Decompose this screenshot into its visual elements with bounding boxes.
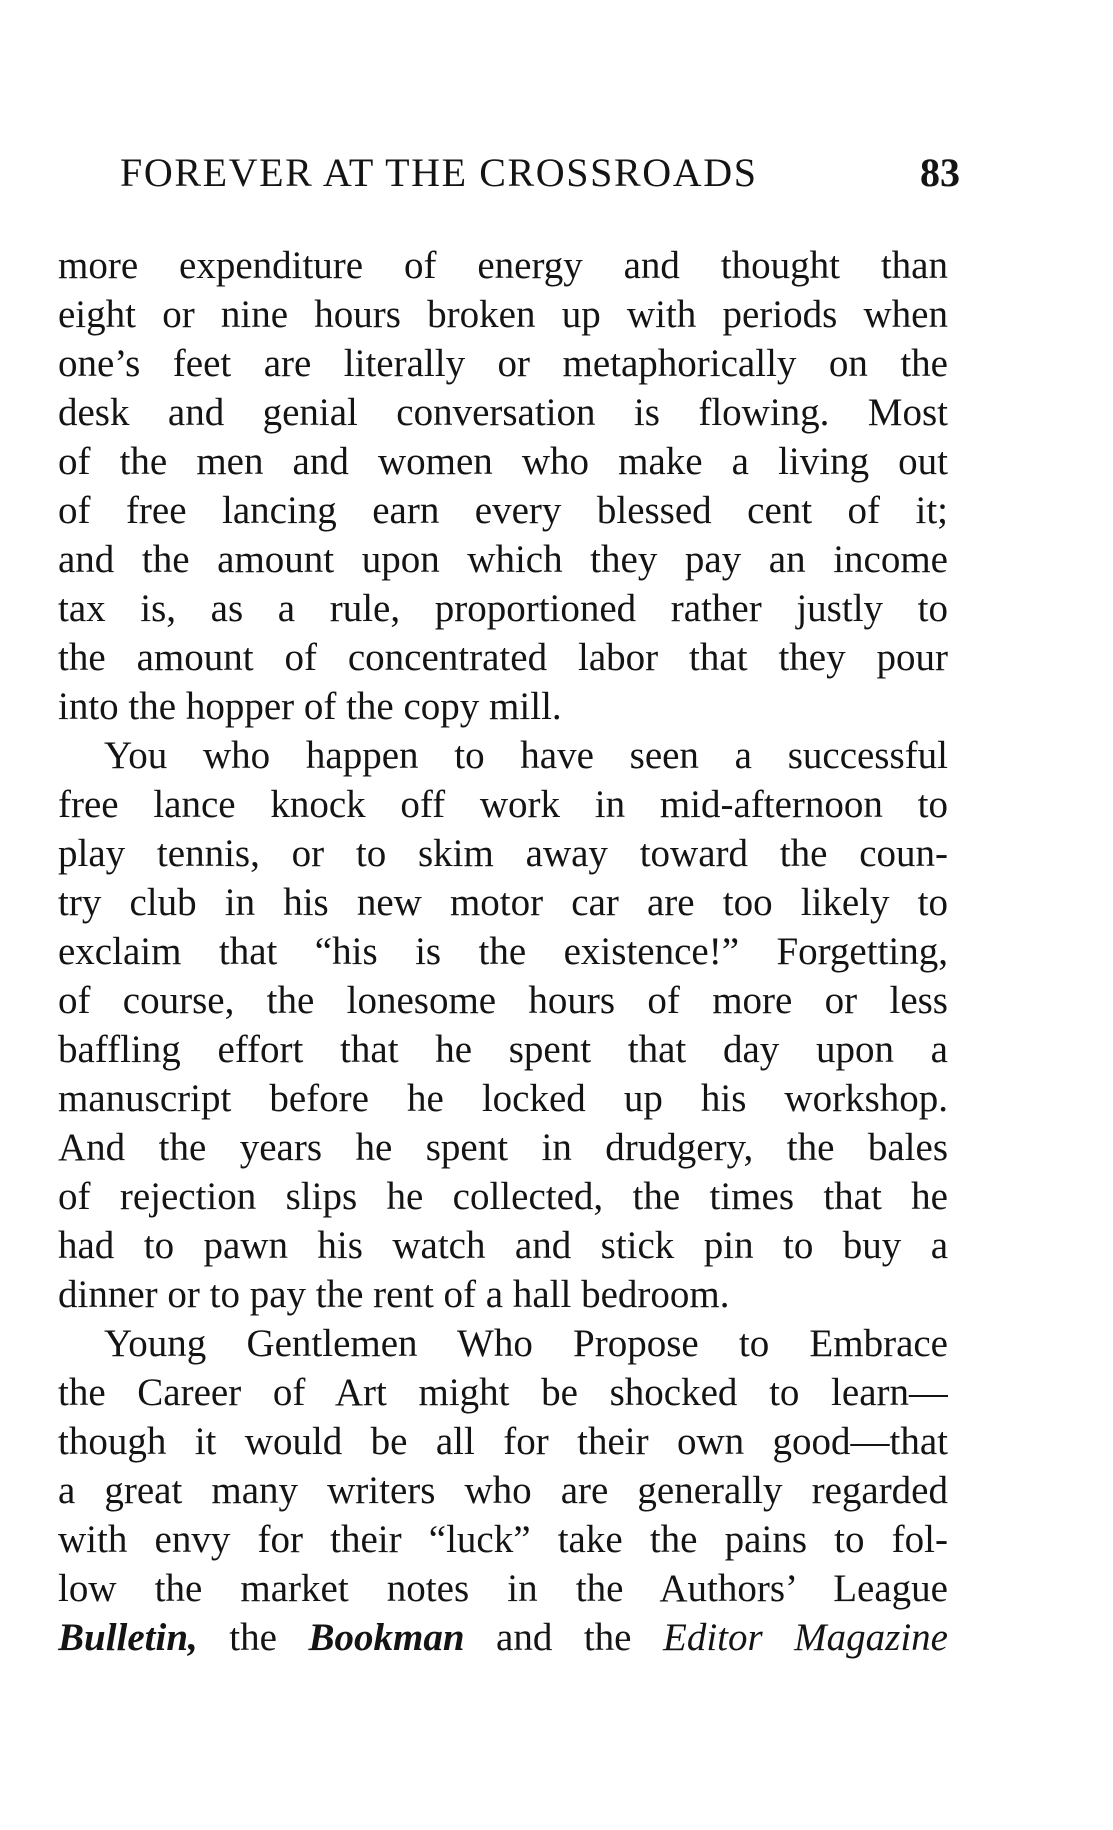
text-line: free lance knock off work in mid-afternoon to — [58, 783, 948, 826]
text-line: though it would be all for their own good—that — [58, 1420, 948, 1463]
text-fragment: the — [197, 1616, 309, 1659]
text-line: You who happen to have seen a successful — [104, 734, 948, 777]
text-line: into the hopper of the copy mill. — [58, 685, 562, 728]
title-bookman: Bookman — [308, 1616, 465, 1659]
text-line: had to pawn his watch and stick pin to buy a — [58, 1224, 948, 1267]
text-line: of course, the lonesome hours of more or less — [58, 979, 948, 1022]
text-line: Young Gentlemen Who Propose to Embrace — [104, 1322, 948, 1365]
text-line: tax is, as a rule, proportioned rather justly to — [58, 587, 948, 630]
text-line: of the men and women who make a living out — [58, 440, 948, 483]
text-line: with envy for their “luck” take the pains to fol- — [58, 1518, 948, 1561]
running-title: FOREVER AT THE CROSSROADS — [120, 150, 758, 195]
text-line: try club in his new motor car are too likely to — [58, 881, 948, 924]
text-line: baffling effort that he spent that day upon a — [58, 1028, 948, 1071]
text-line: exclaim that “his is the existence!” Forgetting, — [58, 930, 948, 973]
text-line: the Career of Art might be shocked to learn— — [58, 1371, 948, 1414]
text-line: desk and genial conversation is flowing. Most — [58, 391, 948, 434]
title-bulletin: Bulletin, — [58, 1616, 198, 1659]
text-line: And the years he spent in drudgery, the bales — [58, 1126, 948, 1169]
title-editor-magazine: Editor Magazine — [663, 1616, 948, 1659]
text-line: dinner or to pay the rent of a hall bedroom. — [58, 1273, 730, 1316]
text-line: and the amount upon which they pay an income — [58, 538, 948, 581]
text-line: more expenditure of energy and thought than — [58, 244, 948, 287]
text-fragment: and the — [464, 1616, 663, 1659]
text-line: one’s feet are literally or metaphorically on the — [58, 342, 948, 385]
text-line: play tennis, or to skim away toward the coun- — [58, 832, 948, 875]
text-line: eight or nine hours broken up with periods when — [58, 293, 948, 336]
text-line: the amount of concentrated labor that they pour — [58, 636, 948, 679]
text-line-with-titles — [58, 1613, 948, 1662]
text-line: of rejection slips he collected, the times that he — [58, 1175, 948, 1218]
page-number: 83 — [920, 150, 960, 195]
text-line: manuscript before he locked up his workshop. — [58, 1077, 948, 1120]
text-line: low the market notes in the Authors’ League — [58, 1567, 948, 1610]
page-header — [120, 143, 960, 203]
body-text — [58, 241, 948, 1662]
text-line: of free lancing earn every blessed cent of it; — [58, 489, 948, 532]
text-line: a great many writers who are generally regarded — [58, 1469, 948, 1512]
